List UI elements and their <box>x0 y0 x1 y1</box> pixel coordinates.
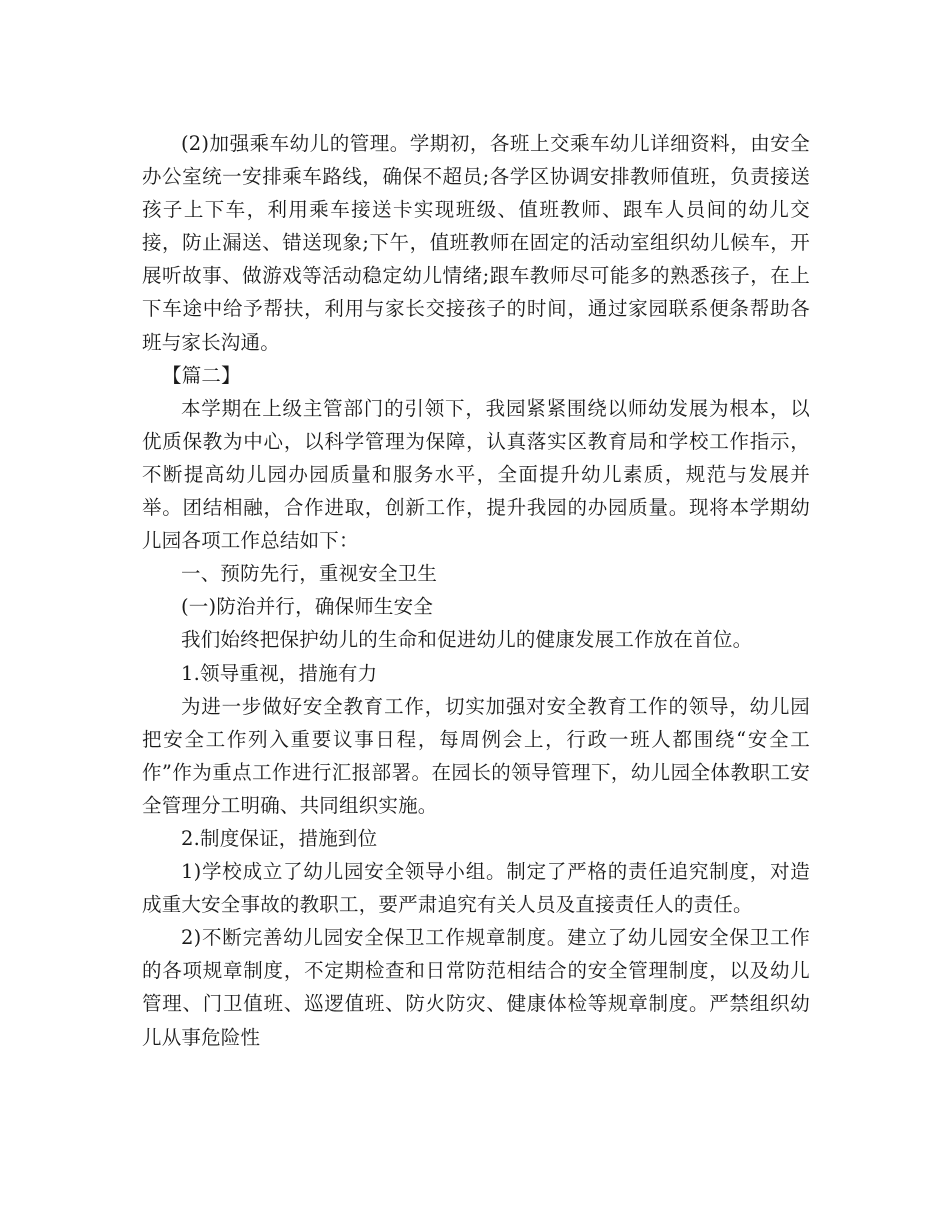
document-body <box>142 127 810 1054</box>
paragraph-vehicle-management: (2)加强乘车幼儿的管理。学期初，各班上交乘车幼儿详细资料，由安全办公室统一安排乘车路线，确保不超员;各学区协调安排教师值班，负责接送孩子上下车，利用乘车接送卡实现班级、值班教师、跟车人员间的幼儿交接，防止漏送、错送现象;下午，值班教师在固定的活动室组织幼儿候车，开展听故事、做游戏等活动稳定幼儿情绪;跟车教师尽可能多的熟悉孩子，在上下车途中给予帮扶，利用与家长交接孩子的时间，通过家园联系便条帮助各班与家长沟通。 <box>142 132 810 354</box>
heading-prevention-safety: 一、预防先行，重视安全卫生 <box>181 562 438 586</box>
subheading-leadership: 1.领导重视，措施有力 <box>181 661 378 685</box>
section-heading-part-two: 【篇二】 <box>162 363 241 387</box>
paragraph-priority-statement: 我们始终把保护幼儿的生命和促进幼儿的健康发展工作放在首位。 <box>181 628 753 652</box>
paragraph-safety-regulations: 2)不断完善幼儿园安全保卫工作规章制度。建立了幼儿园安全保卫工作的各项规章制度，不定期检查和日常防范相结合的安全管理制度，以及幼儿管理、门卫值班、巡逻值班、防火防灾、健康体检等规章制度。严禁组织幼儿从事危险性 <box>142 926 810 1049</box>
subheading-teacher-student-safety: (一)防治并行，确保师生安全 <box>181 595 434 619</box>
paragraph-semester-intro: 本学期在上级主管部门的引领下，我园紧紧围绕以师幼发展为根本，以优质保教为中心，以科学管理为保障，认真落实区教育局和学校工作指示，不断提高幼儿园办园质量和服务水平，全面提升幼儿素质，规范与发展并举。团结相融，合作进取，创新工作，提升我园的办园质量。现将本学期幼儿园各项工作总结如下： <box>142 396 810 553</box>
subheading-system-guarantee: 2.制度保证，措施到位 <box>181 826 378 850</box>
paragraph-safety-group: 1)学校成立了幼儿园安全领导小组。制定了严格的责任追究制度，对造成重大安全事故的教职工，要严肃追究有关人员及直接责任人的责任。 <box>142 860 810 917</box>
paragraph-leadership-detail: 为进一步做好安全教育工作，切实加强对安全教育工作的领导，幼儿园把安全工作列入重要议事日程，每周例会上，行政一班人都围绕“安全工作”作为重点工作进行汇报部署。在园长的领导管理下，幼儿园全体教职工安全管理分工明确、共同组织实施。 <box>142 694 810 817</box>
